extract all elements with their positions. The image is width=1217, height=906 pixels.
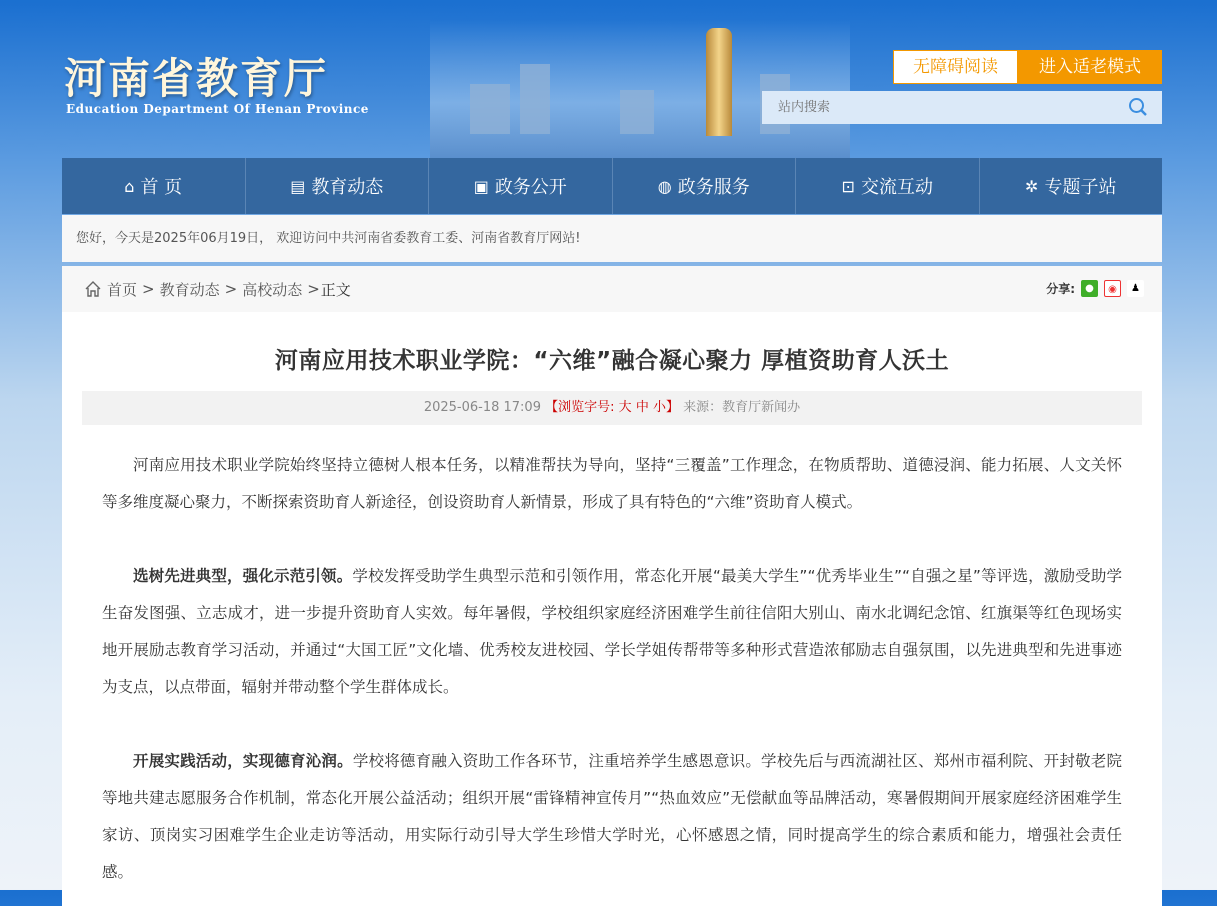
home-icon: [84, 280, 102, 298]
breadcrumb-university-news[interactable]: 高校动态: [242, 280, 303, 299]
article-meta: [82, 391, 1142, 425]
home-icon: ⌂: [124, 176, 135, 196]
nav-label: 专题子站: [1044, 177, 1117, 198]
share-bar: [1046, 280, 1144, 297]
site-logo-english: Education Department Of Henan Province: [66, 102, 369, 116]
breadcrumb-home[interactable]: 首页: [107, 280, 138, 299]
font-small-button[interactable]: 小: [652, 400, 666, 415]
article-panel: [62, 266, 1162, 906]
site-header: [0, 0, 1217, 158]
paragraph-heading: 开展实践活动，实现德育沁润。: [133, 752, 353, 770]
nav-label: 政务公开: [494, 177, 567, 198]
book-icon: ▣: [473, 176, 489, 196]
search-input[interactable]: [762, 91, 1102, 124]
nav-label: 首 页: [140, 177, 183, 198]
font-size-close: 】: [665, 400, 679, 415]
gear-icon: ✲: [1025, 176, 1039, 196]
breadcrumb: [62, 266, 1162, 312]
nav-government-services[interactable]: [613, 158, 797, 214]
search-box: [762, 91, 1162, 124]
elder-mode-button[interactable]: 进入适老模式: [1018, 50, 1162, 84]
tower-image: [706, 28, 732, 136]
nav-education-news[interactable]: [246, 158, 430, 214]
paragraph: 选树先进典型，强化示范引领。学校发挥受助学生典型示范和引领作用，常态化开展“最美大学生”“优秀毕业生”“自强之星”等评选，激励受助学生奋发图强、立志成才，进一步提升资助育人实效。每年暑假，学校组织家庭经济困难学生前往信阳大别山、南水北调纪念馆、红旗渠等红色现场实地开展励志教育学习活动，并通过“大国工匠”文化墙、优秀校友进校园、学长学姐传帮带等多种形式营造浓郁励志自强氛围，以先进典型和先进事迹为支点，以点带面，辐射并带动整个学生群体成长。: [102, 567, 1122, 696]
paragraph-heading: 选树先进典型，强化示范引领。: [133, 567, 353, 585]
breadcrumb-separator: >: [307, 280, 320, 298]
chat-icon: ⊡: [841, 176, 855, 196]
service-icon: ◍: [657, 176, 672, 196]
font-medium-button[interactable]: 中: [635, 400, 649, 415]
font-size-label: 【浏览字号:: [545, 400, 615, 415]
breadcrumb-education-news[interactable]: 教育动态: [159, 280, 220, 299]
welcome-bar: 您好，今天是2025年06月19日， 欢迎访问中共河南省委教育工委、河南省教育厅网站!: [62, 215, 1162, 262]
qq-icon[interactable]: ♟: [1127, 280, 1144, 297]
nav-interaction[interactable]: [796, 158, 980, 214]
nav-topic-sites[interactable]: [980, 158, 1163, 214]
wechat-icon[interactable]: ●: [1081, 280, 1098, 297]
weibo-icon[interactable]: ◉: [1104, 280, 1121, 297]
font-large-button[interactable]: 大: [618, 400, 632, 415]
main-nav: [62, 158, 1162, 214]
article-body: [62, 425, 1162, 891]
share-label: 分享:: [1046, 282, 1075, 296]
accessibility-button[interactable]: 无障碍阅读: [893, 50, 1018, 84]
breadcrumb-separator: >: [224, 280, 238, 298]
breadcrumb-current: 正文: [320, 280, 351, 299]
search-icon[interactable]: [1128, 97, 1148, 117]
article-source: 来源：教育厅新闻办: [683, 400, 801, 415]
article-title: 河南应用技术职业学院：“六维”融合凝心聚力 厚植资助育人沃土: [274, 348, 950, 374]
paragraph: 河南应用技术职业学院始终坚持立德树人根本任务，以精准帮扶为导向，坚持“三覆盖”工作理念，在物质帮助、道德浸润、能力拓展、人文关怀等多维度凝心聚力，不断探索资助育人新途径，创设资助育人新情景，形成了具有特色的“六维”资助育人模式。: [102, 456, 1122, 511]
nav-label: 交流互动: [860, 177, 933, 198]
site-logo[interactable]: 河南省教育厅: [64, 54, 329, 103]
document-icon: ▤: [290, 176, 306, 196]
nav-home[interactable]: [62, 158, 246, 214]
paragraph: 开展实践活动，实现德育沁润。学校将德育融入资助工作各环节，注重培养学生感恩意识。学校先后与西流湖社区、郑州市福利院、开封敬老院等地共建志愿服务合作机制，常态化开展公益活动；组织开展“雷锋精神宣传月”“热血效应”无偿献血等品牌活动，寒暑假期间开展家庭经济困难学生家访、顶岗实习困难学生企业走访等活动，用实际行动引导大学生珍惜大学时光，心怀感恩之情，同时提高学生的综合素质和能力，增强社会责任感。: [102, 752, 1122, 881]
nav-label: 政务服务: [677, 177, 750, 198]
nav-label: 教育动态: [311, 177, 384, 198]
nav-government-affairs[interactable]: [429, 158, 613, 214]
publish-date: 2025-06-18 17:09: [423, 400, 541, 415]
breadcrumb-separator: >: [142, 280, 155, 298]
